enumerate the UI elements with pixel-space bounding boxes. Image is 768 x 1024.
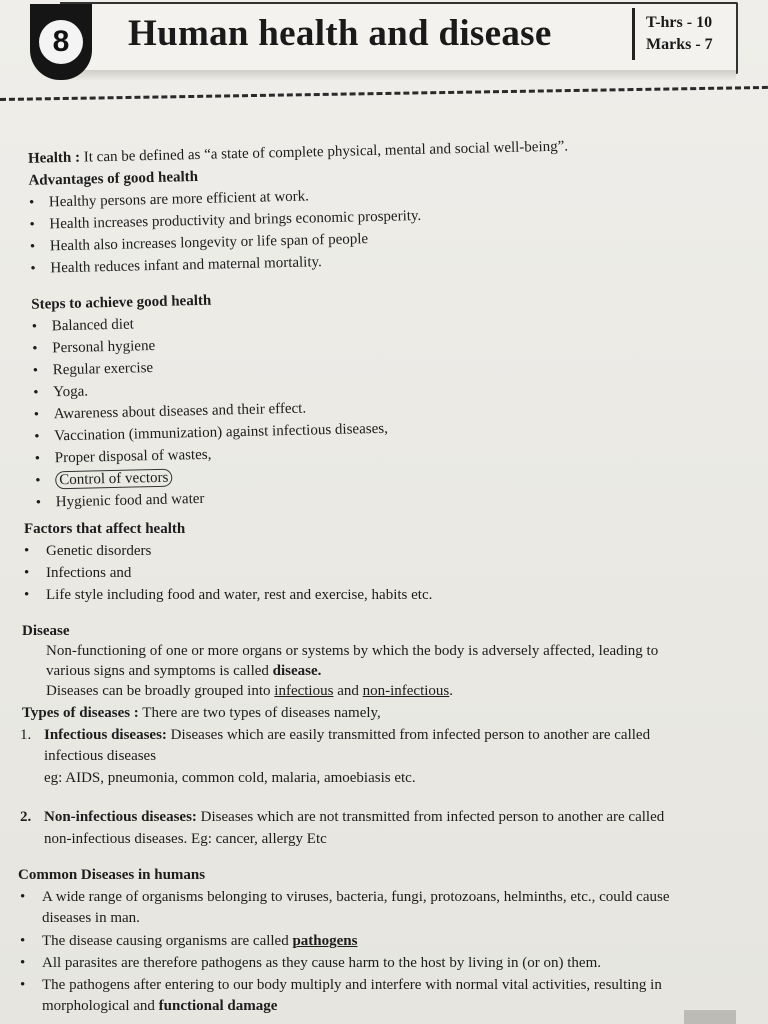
types-text: There are two types of diseases namely, bbox=[138, 705, 381, 721]
steps-heading: Steps to achieve good health bbox=[31, 292, 212, 313]
types-of-diseases bbox=[22, 704, 381, 722]
bullet: • bbox=[29, 216, 35, 233]
bullet: • bbox=[31, 318, 38, 335]
list-item: Regular exercise bbox=[52, 360, 154, 379]
bullet: • bbox=[34, 428, 40, 445]
infectious-line1 bbox=[44, 726, 650, 744]
bullet: • bbox=[24, 587, 30, 603]
list-item: Awareness about diseases and their effect. bbox=[53, 400, 307, 423]
chapter-title: Human health and disease bbox=[128, 13, 552, 54]
common-item2 bbox=[42, 932, 358, 950]
infectious-underlined: infectious bbox=[274, 683, 334, 699]
list-item: Balanced diet bbox=[51, 316, 134, 335]
list-item: Genetic disorders bbox=[46, 543, 152, 559]
item-number: 1. bbox=[20, 727, 32, 743]
bullet: • bbox=[24, 565, 30, 581]
page-number-tab bbox=[684, 1010, 736, 1024]
disease-heading: Disease bbox=[22, 623, 70, 639]
list-item: Health increases productivity and brings economic prosperity. bbox=[49, 207, 422, 233]
pathogens-term: pathogens bbox=[292, 933, 358, 949]
infectious-line2: infectious diseases bbox=[44, 748, 157, 764]
infectious-examples: eg: AIDS, pneumonia, common cold, malaria, amoebiasis etc. bbox=[44, 770, 416, 786]
circled-annotation: Control of vectors bbox=[55, 469, 173, 490]
bullet: • bbox=[29, 238, 36, 255]
bullet: • bbox=[32, 362, 39, 379]
infectious-label: Infectious diseases: bbox=[44, 727, 167, 743]
disease-definition-line2 bbox=[46, 662, 321, 680]
health-text: It can be defined as “a state of complete physical, mental and social well-being”. bbox=[83, 138, 569, 166]
bullet: • bbox=[30, 260, 36, 277]
list-item: Infections and bbox=[46, 565, 132, 581]
noninfectious-line1 bbox=[44, 808, 664, 826]
disease-groups-line bbox=[46, 682, 453, 700]
infectious-text: Diseases which are easily transmitted from infected person to another are called bbox=[166, 727, 651, 743]
list-item: Proper disposal of wastes, bbox=[54, 446, 212, 467]
bullet: • bbox=[20, 933, 26, 949]
bullet: • bbox=[20, 955, 26, 971]
health-label: Health : bbox=[27, 149, 81, 167]
bullet: • bbox=[28, 194, 35, 211]
disease-term: disease. bbox=[272, 663, 322, 679]
common-item1-line1: A wide range of organisms belonging to viruses, bacteria, fungi, protozoans, helminths, etc., could cause bbox=[42, 889, 670, 905]
bullet: • bbox=[24, 543, 30, 559]
bullet: • bbox=[34, 450, 41, 467]
list-item: Health reduces infant and maternal mortality. bbox=[50, 254, 322, 277]
common-item4-text: morphological and bbox=[42, 998, 159, 1014]
disease-definition-line1: Non-functioning of one or more organs or systems by which the body is adversely affected, leading to bbox=[46, 643, 659, 659]
common-heading: Common Diseases in humans bbox=[18, 867, 206, 883]
bullet: • bbox=[35, 494, 42, 511]
bullet: • bbox=[33, 406, 40, 423]
noninfectious-line2: non-infectious diseases. Eg: cancer, allergy Etc bbox=[44, 831, 327, 847]
bullet: • bbox=[33, 384, 39, 401]
bullet: • bbox=[20, 889, 26, 905]
functional-damage-term: functional damage bbox=[158, 998, 278, 1014]
teaching-hours: T-hrs - 10 bbox=[646, 14, 713, 31]
item-number: 2. bbox=[20, 809, 32, 825]
common-item1-line2: diseases in man. bbox=[42, 910, 140, 926]
list-item-circled bbox=[55, 469, 173, 490]
list-item: Health also increases longevity or life span of people bbox=[49, 231, 369, 255]
and-text: and bbox=[333, 683, 363, 699]
common-item4-line2 bbox=[42, 997, 277, 1015]
advantages-heading: Advantages of good health bbox=[28, 168, 199, 189]
list-item: Vaccination (immunization) against infectious diseases, bbox=[54, 420, 389, 445]
disease-groups-text: Diseases can be broadly grouped into bbox=[46, 683, 275, 699]
factors-heading: Factors that affect health bbox=[24, 521, 186, 537]
list-item: Life style including food and water, rest and exercise, habits etc. bbox=[46, 587, 433, 603]
chapter-number: 8 bbox=[39, 20, 83, 64]
non-infectious-underlined: non-infectious bbox=[362, 683, 450, 699]
list-item: Yoga. bbox=[53, 383, 89, 401]
marks: Marks - 7 bbox=[646, 36, 713, 53]
noninfectious-text: Diseases which are not transmitted from infected person to another are called bbox=[196, 809, 665, 825]
common-item2-text: The disease causing organisms are called bbox=[42, 933, 293, 949]
common-item3: All parasites are therefore pathogens as they cause harm to the host by living in (or on) them. bbox=[42, 955, 601, 971]
list-item: Healthy persons are more efficient at work. bbox=[48, 188, 310, 211]
bullet: • bbox=[35, 472, 41, 489]
bullet: • bbox=[32, 340, 38, 357]
noninfectious-label: Non-infectious diseases: bbox=[44, 809, 197, 825]
types-label: Types of diseases : bbox=[22, 705, 139, 721]
bullet: • bbox=[20, 977, 26, 993]
period-text: . bbox=[449, 683, 454, 699]
common-item4-line1: The pathogens after entering to our body multiply and interfere with normal vital activities, resulting in bbox=[42, 977, 662, 993]
health-definition bbox=[28, 138, 568, 168]
list-item: Hygienic food and water bbox=[55, 490, 205, 511]
disease-text: various signs and symptoms is called bbox=[46, 663, 273, 679]
list-item: Personal hygiene bbox=[52, 337, 156, 357]
